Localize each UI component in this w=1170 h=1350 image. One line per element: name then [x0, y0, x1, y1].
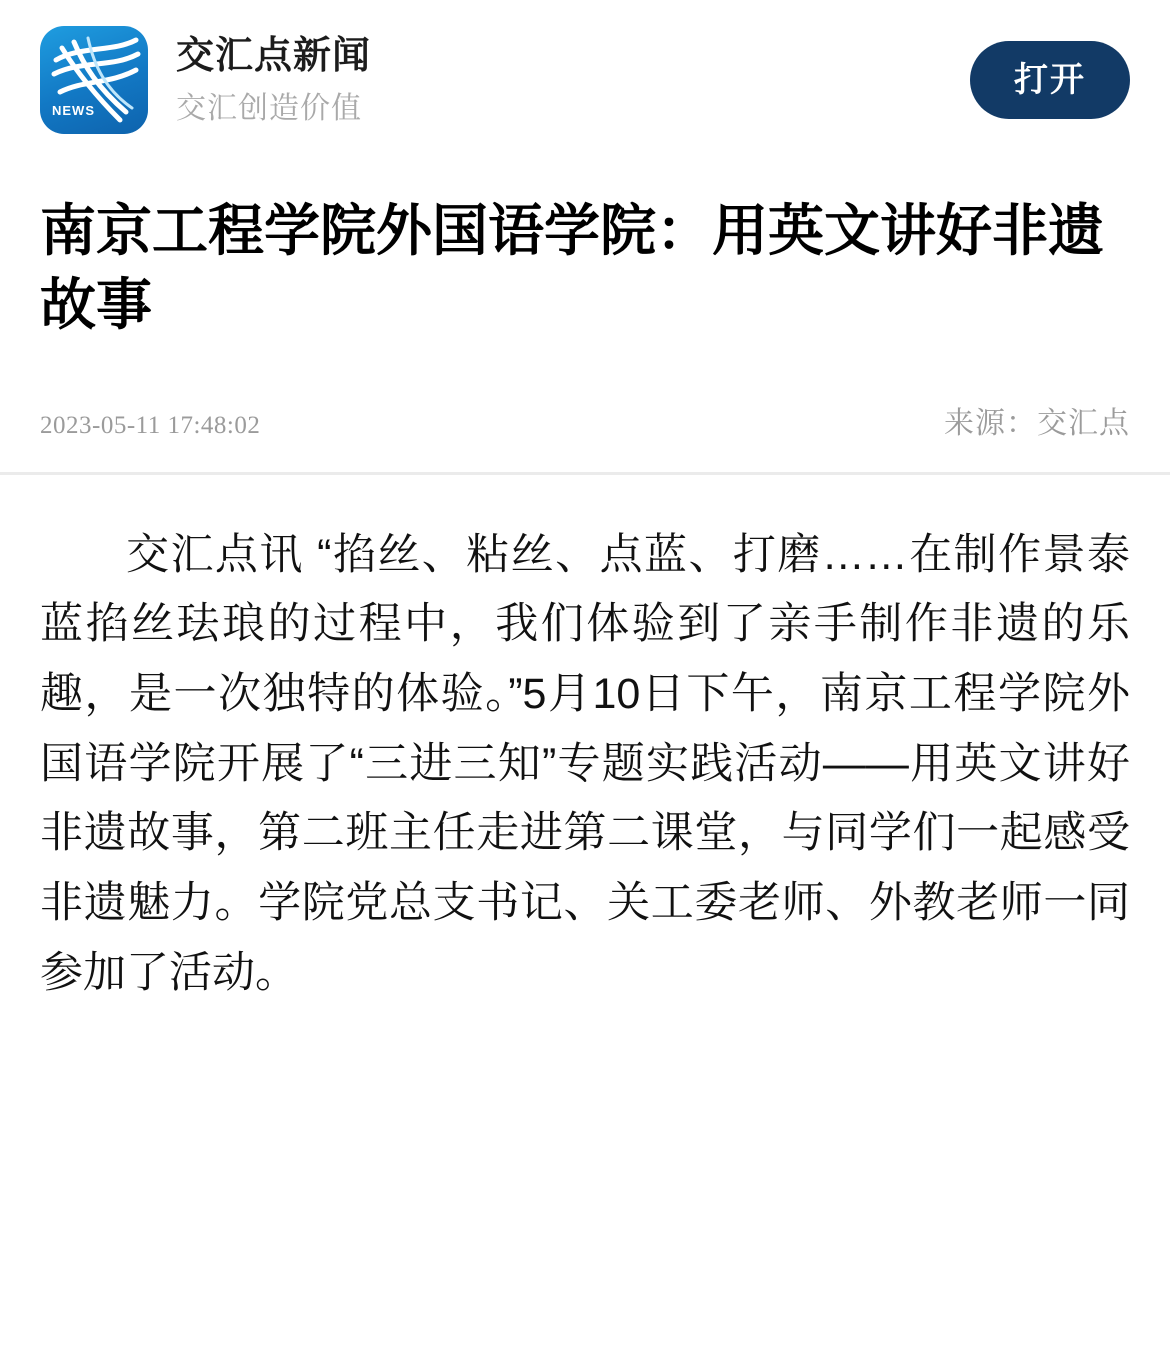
page-title: 南京工程学院外国语学院：用英文讲好非遗故事: [40, 199, 1104, 336]
article-header: [0, 158, 1170, 472]
app-slogan: 交汇创造价值: [176, 91, 362, 125]
app-promo-bar: [0, 0, 1170, 158]
open-app-button[interactable]: 打开: [970, 41, 1130, 119]
article-paragraph: 交汇点讯 “掐丝、粘丝、点蓝、打磨……在制作景泰蓝掐丝珐琅的过程中，我们体验到了亲手制作非遗的乐趣，是一次独特的体验。”5月10日下午，南京工程学院外国语学院开展了“三进三知”专题实践活动——用英文讲好非遗故事，第二班主任走进第二课堂，与同学们一起感受非遗魅力。学院党总支书记、关工委老师、外教老师一同参加了活动。: [40, 530, 1130, 997]
article-source: 来源：交汇点: [944, 406, 1130, 440]
publish-timestamp: 2023-05-11 17:48:02: [40, 411, 261, 439]
jiaohuidian-news-logo-icon: [40, 26, 148, 134]
article-body: [0, 475, 1170, 1077]
logo-news-badge: NEWS: [52, 103, 95, 118]
app-name: 交汇点新闻: [176, 35, 372, 78]
app-info: [176, 33, 970, 127]
article-meta: [40, 398, 1130, 472]
